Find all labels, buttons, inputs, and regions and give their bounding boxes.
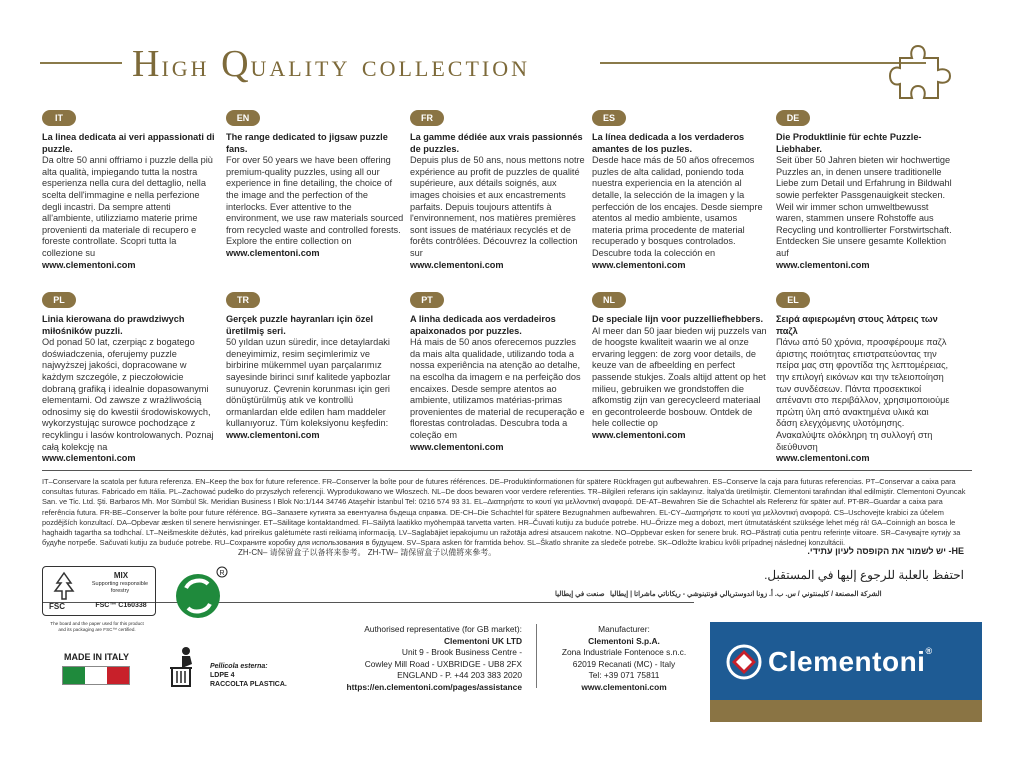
authorised-representative: Authorised representative (for GB market): Clementoni UK LTD Unit 9 - Brook Business Centre - Cowley Mill Road - UXBRIDGE - UB8 2FX ENGLAND - P. +44 203 383 2020 https://en.clementoni.com/pages/assistance [300,624,522,694]
svg-text:R: R [219,570,225,577]
lang-link[interactable]: www.clementoni.com [410,441,504,452]
arabic-notice: احتفظ بالعلبة للرجوع إليها في المستقبل. [764,568,964,582]
lang-block-tr [226,292,404,442]
fsc-note: The board and the paper used for this product and its packaging are FSC™ certified. [50,621,144,632]
lang-badge: PT [410,292,444,308]
brand-panel [710,622,982,722]
lang-body: Πάνω από 50 χρόνια, προσφέρουμε παζλ άριστης ποιότητας επιστρατεύοντας την πείρα μας στη φροντίδα της λεπτομέρειας, την επιλογή εικόνων και την τελειοποίηση των συνδέσεων. Πάντα προσεκτικοί απέναντι στο περιβάλλον, χρησιμοποιούμε πρώτη ύλη από ανακτημένα υλικά και δάση ελεγχόμενης υλοτόμησης. Ανακαλύψτε ολόκληρη τη συλλογή στη διεύθυνση [776,337,950,452]
made-in-italy: MADE IN ITALY [64,652,130,662]
fsc-code: FSC™ C160338 [95,602,147,609]
header-rule-left [40,62,122,64]
lang-title: The range dedicated to jigsaw puzzle fans. [226,132,388,154]
lang-title: De speciale lijn voor puzzelliefhebbers. [592,314,764,324]
lang-body: Od ponad 50 lat, czerpiąc z bogatego doświadczenia, oferujemy puzzle najwyższej jakości, dopracowane w każdym szczególe, z pieczołowicie dobraną grafiką i idealnie dopasowanymi elementami. Od zawsze z wrażliwością odnosimy się do kwestii środowiskowych, wykorzystując surowce pochodzące z recyklingu i lasów kontrolowanych. Poznaj całą kolekcję na [42,337,214,452]
lang-body: Há mais de 50 anos oferecemos puzzles da mais alta qualidade, utilizando toda a nossa experiência na atenção ao detalhe, na escolha da imagem e na perfeição dos encaixes. Desde sempre atentos ao ambiente, utilizamos matérias-primas provenientes de material de recuperação e florestas controladas. Descubra toda a coleção em [410,337,585,440]
lang-badge: EL [776,292,810,308]
lang-badge: ES [592,110,626,126]
cjk-notice: ZH-CN– 请保留盒子以备将来参考。 ZH-TW– 請保留盒子以備將來參考。 [238,548,497,557]
arabic-made-in: صنعت في إيطاليا [555,591,605,598]
assistance-link[interactable]: https://en.clementoni.com/pages/assistance [346,681,522,692]
lang-link[interactable]: www.clementoni.com [776,453,870,464]
lang-link[interactable]: www.clementoni.com [42,453,136,464]
lang-title: A linha dedicada aos verdadeiros apaixonados por puzzles. [410,314,556,336]
lang-body: Desde hace más de 50 años ofrecemos puzles de alta calidad, poniendo toda nuestra experiencia en la atención al detalle, la selección de la imagen y la perfección de los encajes. Desde siempre atentos al medio ambiente, usamos materia prima procedente de material recuperado y bosques controlados. Descubre toda la colección en [592,155,763,258]
lang-badge: DE [776,110,810,126]
lang-link[interactable]: www.clementoni.com [776,259,870,270]
fsc-label: FSC [49,602,65,611]
lang-block-nl [592,292,768,442]
fsc-tree-icon [51,571,77,601]
lang-title: Linia kierowana do prawdziwych miłośników puzzli. [42,314,185,336]
fsc-sub: Supporting responsible forestry [91,581,149,594]
lang-link[interactable]: www.clementoni.com [592,429,686,440]
lang-badge: PL [42,292,76,308]
lang-link[interactable]: www.clementoni.com [226,429,320,440]
lang-link[interactable]: www.clementoni.com [410,259,504,270]
lang-block-pl [42,292,218,465]
lang-body: Da oltre 50 anni offriamo i puzzle della più alta qualità, impiegando tutta la nostra esperienza nella cura del dettaglio, nella scelta dell'immagine e nella perfezione degli incastri. Da sempre attenti all'ambiente, utilizziamo materie prime provenienti da materiale di recupero e foreste controllate. Scopri tutta la collezione su [42,155,213,258]
lang-title: Die Produktlinie für echte Puzzle-Liebhaber. [776,132,922,154]
lang-body: For over 50 years we have been offering premium-quality puzzles, using all our experience in fine detailing, the choice of the image and the perfection of the interlocks. Ever attentive to the environment, we use raw materials sourced from recycled waste and controlled forests. Explore the entire collection on [226,155,404,247]
lang-body: Depuis plus de 50 ans, nous mettons notre expérience au profit de puzzles de qualité supérieure, aux détails soignés, aux images choisies et aux encastrements parfaits. Depuis toujours attentifs à l'environnement, nos matières premières sont issues de matériaux recyclés et de forêts contrôlées. Découvrez la collection sur [410,155,585,258]
puzzle-piece-icon [888,40,954,110]
lang-title: La linea dedicata ai veri appassionati di puzzle. [42,132,215,154]
lang-link[interactable]: www.clementoni.com [42,259,136,270]
lang-block-it [42,110,218,271]
hebrew-notice: HE- יש לשמור את הקופסה לעיון עתידי. [807,546,964,556]
lang-block-el [776,292,952,465]
green-dot-icon [172,566,228,622]
lang-badge: TR [226,292,260,308]
italy-flag-icon [62,666,130,685]
keep-box-notice: IT–Conservare la scatola per futura referenza. EN–Keep the box for future reference. FR–Conserver la boîte pour de futures références. DE–Produktinformationen für spätere Rückfragen gut aufbewahren. ES–Conserve la caja para futuras referencias. PT–Conservar a caixa para consultas futuras. Fabricado em Itália. PL–Zachować pudełko do przyszłych referencji. Wyprodukowano we Włoszech. NL–De doos bewaren voor verdere referenties. TR–Bilgileri referans için saklayınız. İtalya'da üretilmiştir. Clementoni tarafından ithal edilmiştir. Clementoni Oyuncak San. ve Tic. Ltd. Şti. Barbaros Mh. Mor Sümbül Sk. Meridian Business I Blok No:1/144 34746 Ataşehir İstanbul Tel: 0216 574 93 31. EL–Διατηρήστε το κουτί για μελλοντική αναφορά. DE-AT–Bewahren Sie die Schachtel als Referenz für später auf. PT-BR–Guardar a caixa para referência futura. FR-BE–Conserver la boîte pour future référence. BG–Запазете кутията за евентуална бъдеща справка. DE-CH–Die Schachtel für spätere Bezugnahmen aufbewahren. EL-CY–Διατηρήστε το κουτί για μελλοντική αναφορά. CS–Uschovejte krabici za účelem pozdějších konzultací. DA–Opbevar æsken til senere henvisninger. ET–Säilitage kontaktandmed. FI–Säilytä laatikko myöhempää tarvetta varten. HR–Čuvati kutiju za buduće potrebe. HU–Őrizze meg a dobozt, mert útmutatásként szüksége lehet még rá! GA–Coinnigh an bosca le haghaidh tagartha sa todhchaí. LT–Neišmeskite dėžutės, kad prireikus galėtumėte rasti reikiamą informaciją. LV–Saglabājiet iepakojumu un ražotāja adresi atsaucem nakotne. NO–Oppbevar esken for senere bruk. RO–Păstrați cutia pentru referințe viitoare. SR–Сачувајте кутију за будуће потребе. Sačuvati kutiju za buduće potrebe. RU–Сохраните коробку для использования в будущем. SV–Spara asken för framtida behov. SL–Škatlo shranite za sledeče potrebe. SK–Odložte krabicu kvôli prípadnej následnej konzultácii. [42,477,966,548]
divider-top [42,470,972,471]
packaging-info: Pellicola esterna: LDPE 4 RACCOLTA PLASTICA. [210,663,287,688]
lang-badge: FR [410,110,444,126]
vertical-divider [536,624,537,688]
lang-link[interactable]: www.clementoni.com [226,247,320,258]
lang-title: Gerçek puzzle hayranları için özel üretilmiş seri. [226,314,374,336]
recycle-bin-icon [168,646,202,688]
lang-title: La línea dedicada a los verdaderos amantes de los puzles. [592,132,745,154]
lang-body: Seit über 50 Jahren bieten wir hochwertige Puzzles an, in denen unsere traditionelle Liebe zum Detail und Erfahrung in Bildwahl sowie perfekter Passgenauigkeit stecken. Weil wir immer schon umweltbewusst waren, stammen unsere Rohstoffe aus Recycling und kontrollierter Forstwirtschaft. Entdecken Sie unsere gesamte Kollektion auf [776,155,952,258]
clementoni-logo-icon [726,644,762,680]
header-rule-right [600,62,926,64]
lang-body: 50 yıldan uzun süredir, ince detaylardaki deneyimimiz, resim seçimlerimiz ve birbirine mükemmel uyan parçalarımız sayesinde birinci sınıf kalitede yapbozlar sunuyoruz. Çevrenin korunması için geri dönüştürülmüş atık ve kontrollü ormanlardan elde edilen ham maddeler kullanıyoruz. Tüm koleksiyonu keşfedin: [226,337,391,429]
website-link[interactable]: www.clementoni.com [581,681,667,692]
lang-block-en [226,110,404,260]
lang-badge: IT [42,110,76,126]
header [40,38,940,88]
collection-title: HIGH QUALITY COLLECTION [132,43,530,85]
arabic-manufacturer: الشركة المصنعة / كليمنتوني / س. ب. أ. زونا اندوستريالي فونتينوشي - ريكاناتي ماشراتا | إيطاليا [610,591,882,598]
lang-badge: NL [592,292,626,308]
lang-title: La gamme dédiée aux vrais passionnés de puzzles. [410,132,583,154]
fsc-logo [42,566,156,616]
manufacturer: Manufacturer: Clementoni S.p.A. Zona Industriale Fontenoce s.n.c. 62019 Recanati (MC) - Italy Tel: +39 071 75811 www.clementoni.com [544,624,704,694]
lang-title: Σειρά αφιερωμένη στους λάτρεις των παζλ [776,314,938,336]
brand-name: Clementoni® [768,646,933,677]
brand-logo-area [710,622,982,700]
lang-block-fr [410,110,586,271]
lang-link[interactable]: www.clementoni.com [592,259,686,270]
lang-badge: EN [226,110,260,126]
lang-block-pt [410,292,586,453]
lang-block-es [592,110,768,271]
lang-block-de [776,110,952,271]
fsc-mix: MIX [113,571,129,580]
lang-body: Al meer dan 50 jaar bieden wij puzzels van de hoogste kwaliteit waarin we al onze ervaring leggen: de zorg voor details, de keuze van de afbeelding en perfect passende stukjes. Zoals altijd attent op het milieu, gebruiken we grondstoffen die afkomstig zijn van gerecycleerd materiaal en gecontroleerde bosbouw. Ontdek de hele collectie op [592,325,767,429]
